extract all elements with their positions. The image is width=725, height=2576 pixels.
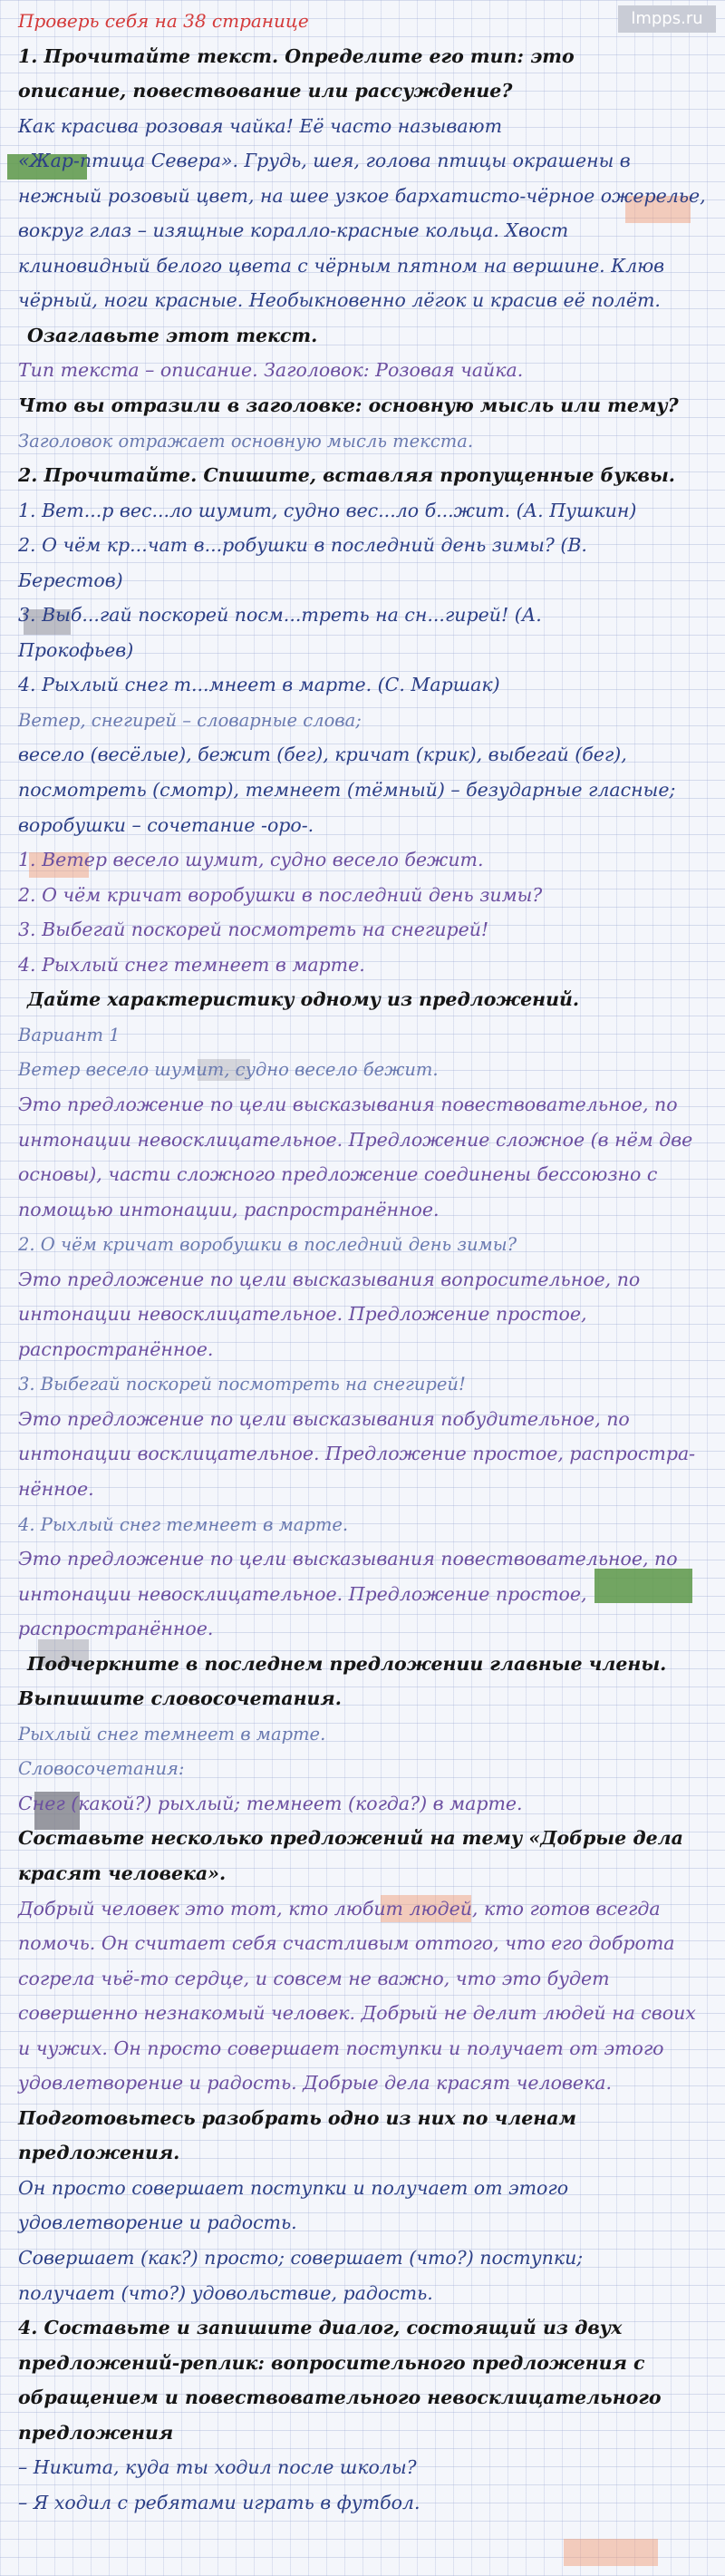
text-line xyxy=(18,179,707,214)
text-line xyxy=(18,2346,707,2381)
text-line xyxy=(18,1996,707,2031)
line-text: удовлетворение и радость. Добрые дела красят человека. xyxy=(18,2072,612,2095)
text-line xyxy=(18,2310,707,2346)
line-text: распространённое. xyxy=(18,1337,214,1360)
text-line xyxy=(18,2205,707,2241)
line-text: помощью интонации, распространённое. xyxy=(18,1198,440,1220)
line-text: 4. Рыхлый снег темнеет в марте. xyxy=(18,1513,349,1535)
text-line xyxy=(18,982,707,1017)
text-line xyxy=(18,773,707,808)
line-text: основы), части сложного предложение соединены бессоюзно с xyxy=(18,1163,658,1186)
line-text: помочь. Он считает себя счастливым оттого, что его доброта xyxy=(18,1932,675,1955)
text-line xyxy=(18,2416,707,2451)
text-line xyxy=(18,1856,707,1891)
line-text: нежный розовый цвет, на шее узкое бархатисто-чёрное ожерелье, xyxy=(18,184,706,207)
line-text: 3. Выбегай поскорей посмотреть на снегирей! xyxy=(18,1374,466,1395)
text-line xyxy=(18,1961,707,1997)
text-line xyxy=(18,703,707,738)
orange-highlight xyxy=(564,2539,658,2566)
text-line xyxy=(18,2380,707,2416)
line-text: клиновидный белого цвета с чёрным пятном на вершине. Клюв xyxy=(18,254,665,277)
line-text: интонации невосклицательное. Предложение простое, xyxy=(18,1582,587,1605)
text-line xyxy=(18,1087,707,1123)
line-text: 4. Рыхлый снег т...мнеет в марте. (С. Маршак) xyxy=(18,674,500,696)
line-text: Подчеркните в последнем предложении главные члены. xyxy=(27,1652,667,1675)
line-text: Это предложение по цели высказывания повествовательное, по xyxy=(18,1548,678,1570)
line-text: Вариант 1 xyxy=(18,1024,121,1045)
text-line xyxy=(18,2485,707,2521)
text-line xyxy=(18,283,707,318)
line-text: Ветер весело шумит, судно весело бежит. xyxy=(18,1059,439,1081)
text-line xyxy=(18,1332,707,1367)
text-line xyxy=(18,1227,707,1262)
text-line xyxy=(18,248,707,284)
text-line xyxy=(18,1821,707,1856)
line-text: Берестов) xyxy=(18,569,123,591)
line-text: чёрный, ноги красные. Необыкновенно лёгок и красив её полёт. xyxy=(18,289,661,312)
line-text: Совершает (как?) просто; совершает (что?) поступки; xyxy=(18,2247,584,2269)
line-text: интонации восклицательное. Предложение простое, распростра- xyxy=(18,1443,696,1465)
line-text: Это предложение по цели высказывания повествовательное, по xyxy=(18,1093,678,1115)
line-text: согрела чьё-то сердце, и совсем не важно, что это будет xyxy=(18,1967,610,1989)
line-text: нённое. xyxy=(18,1477,94,1500)
text-line xyxy=(18,1366,707,1402)
line-text: воробушки – сочетание -оро-. xyxy=(18,813,314,836)
text-line xyxy=(18,2135,707,2171)
text-line xyxy=(18,808,707,843)
text-line xyxy=(18,912,707,948)
line-text: Прокофьев) xyxy=(18,638,134,661)
text-line xyxy=(18,878,707,913)
line-text: 2. О чём кричат воробушки в последний день зимы? xyxy=(18,883,543,906)
line-text: «Жар-птица Севера». Грудь, шея, голова птицы окрашены в xyxy=(18,150,631,172)
line-text: 3. Выб...гай поскорей посм...треть на сн...гирей! (А. xyxy=(18,604,542,627)
text-line xyxy=(18,458,707,493)
line-text: 2. О чём кр...чат в...робушки в последний день зимы? (В. xyxy=(18,534,587,557)
line-text: удовлетворение и радость. xyxy=(18,2211,297,2234)
line-text: Это предложение по цели высказывания побудительное, по xyxy=(18,1407,630,1430)
text-line xyxy=(18,563,707,598)
text-line xyxy=(18,1297,707,1332)
text-line xyxy=(18,1681,707,1716)
line-text: Снег (какой?) рыхлый; темнеет (когда?) в марте. xyxy=(18,1792,523,1814)
text-line xyxy=(18,318,707,354)
text-line xyxy=(18,842,707,878)
line-text: предложения xyxy=(18,2421,174,2444)
line-text: красят человека». xyxy=(18,1862,227,1884)
text-line xyxy=(18,1262,707,1298)
line-text: совершенно незнакомый человек. Добрый не делит людей на своих xyxy=(18,2002,696,2025)
text-line xyxy=(18,4,707,39)
line-text: Словосочетания: xyxy=(18,1758,185,1780)
line-text: 1. Прочитайте текст. Определите его тип: это xyxy=(18,44,575,67)
line-text: вокруг глаз – изящные коралло-красные кольца. Хвост xyxy=(18,219,569,242)
text-line xyxy=(18,1017,707,1053)
text-line xyxy=(18,1052,707,1087)
text-line xyxy=(18,1157,707,1192)
line-text: 3. Выбегай поскорей посмотреть на снегирей! xyxy=(18,919,489,941)
line-text: интонации невосклицательное. Предложение простое, xyxy=(18,1303,587,1326)
text-line xyxy=(18,2066,707,2101)
line-text: получает (что?) удовольствие, радость. xyxy=(18,2281,433,2304)
text-line xyxy=(18,1123,707,1158)
text-line xyxy=(18,1541,707,1577)
text-line xyxy=(18,1577,707,1612)
line-text: и чужих. Он просто совершает поступки и получает от этого xyxy=(18,2036,664,2059)
line-text: предложения. xyxy=(18,2142,180,2164)
text-line xyxy=(18,1926,707,1961)
line-text: посмотреть (смотр), темнеет (тёмный) – безударные гласные; xyxy=(18,779,676,802)
line-text: Что вы отразили в заголовке: основную мысль или тему? xyxy=(18,394,679,417)
line-text: Подготовьтесь разобрать одно из них по членам xyxy=(18,2106,577,2129)
text-line xyxy=(18,2101,707,2136)
text-line xyxy=(18,423,707,459)
text-line xyxy=(18,1402,707,1437)
text-line xyxy=(18,39,707,74)
text-line xyxy=(18,1611,707,1647)
text-line xyxy=(18,2276,707,2311)
line-text: Озаглавьте этот текст. xyxy=(27,324,318,346)
line-text: обращением и повествовательного невосклицательного xyxy=(18,2386,662,2409)
line-text: Он просто совершает поступки и получает от этого xyxy=(18,2176,569,2199)
text-line xyxy=(18,388,707,423)
text-line xyxy=(18,667,707,703)
text-line xyxy=(18,1192,707,1228)
text-line xyxy=(18,528,707,563)
text-line xyxy=(18,109,707,144)
line-text: 2. Прочитайте. Спишите, вставляя пропущенные буквы. xyxy=(18,464,675,487)
text-line xyxy=(18,2241,707,2276)
text-line xyxy=(18,948,707,983)
line-text: Тип текста – описание. Заголовок: Розовая чайка. xyxy=(18,359,524,382)
text-line xyxy=(18,598,707,633)
text-line xyxy=(18,633,707,668)
line-text: 2. О чём кричат воробушки в последний день зимы? xyxy=(18,1234,517,1256)
site-watermark: lmpps.ru xyxy=(618,5,716,33)
text-line xyxy=(18,493,707,529)
line-text: Это предложение по цели высказывания вопросительное, по xyxy=(18,1268,641,1290)
text-line xyxy=(18,1891,707,1927)
line-text: 1. Ветер весело шумит, судно весело бежит. xyxy=(18,849,484,871)
line-text: Дайте характеристику одному из предложений. xyxy=(27,988,580,1011)
line-text: распространённое. xyxy=(18,1618,214,1640)
text-line xyxy=(18,353,707,388)
line-text: интонации невосклицательное. Предложение сложное (в нём две xyxy=(18,1128,693,1151)
text-line xyxy=(18,73,707,109)
text-line xyxy=(18,143,707,179)
line-text: предложений-реплик: вопросительного предложения с xyxy=(18,2351,645,2374)
line-text: Заголовок отражает основную мысль текста. xyxy=(18,430,474,452)
text-line xyxy=(18,1786,707,1822)
line-text: Рыхлый снег темнеет в марте. xyxy=(18,1723,326,1745)
line-text: 4. Рыхлый снег темнеет в марте. xyxy=(18,953,365,976)
text-body xyxy=(18,4,707,2520)
text-line xyxy=(18,1751,707,1786)
text-line xyxy=(18,737,707,773)
line-text: Составьте несколько предложений на тему «Добрые дела xyxy=(18,1827,683,1850)
text-line xyxy=(18,213,707,248)
line-text: Выпишите словосочетания. xyxy=(18,1687,342,1710)
line-text: Как красива розовая чайка! Её часто называют xyxy=(18,114,503,137)
line-text: 4. Составьте и запишите диалог, состоящий из двух xyxy=(18,2317,623,2339)
text-line xyxy=(18,2171,707,2206)
line-text: Добрый человек это тот, кто любит людей, кто готов всегда xyxy=(18,1897,661,1920)
text-line xyxy=(18,1436,707,1472)
line-text: Проверь себя на 38 странице xyxy=(18,10,309,32)
text-line xyxy=(18,2031,707,2066)
text-line xyxy=(18,1472,707,1507)
text-line xyxy=(18,1507,707,1542)
line-text: – Я ходил с ребятами играть в футбол. xyxy=(18,2491,420,2513)
text-line xyxy=(18,1647,707,1682)
line-text: – Никита, куда ты ходил после школы? xyxy=(18,2456,417,2479)
line-text: описание, повествование или рассуждение? xyxy=(18,80,513,102)
text-line xyxy=(18,1716,707,1752)
line-text: Ветер, снегирей – словарные слова; xyxy=(18,709,362,731)
line-text: 1. Вет...р вес...ло шумит, судно вес...ло б...жит. (А. Пушкин) xyxy=(18,499,637,521)
text-line xyxy=(18,2450,707,2485)
line-text: весело (весёлые), бежит (бег), кричат (крик), выбегай (бег), xyxy=(18,744,627,766)
